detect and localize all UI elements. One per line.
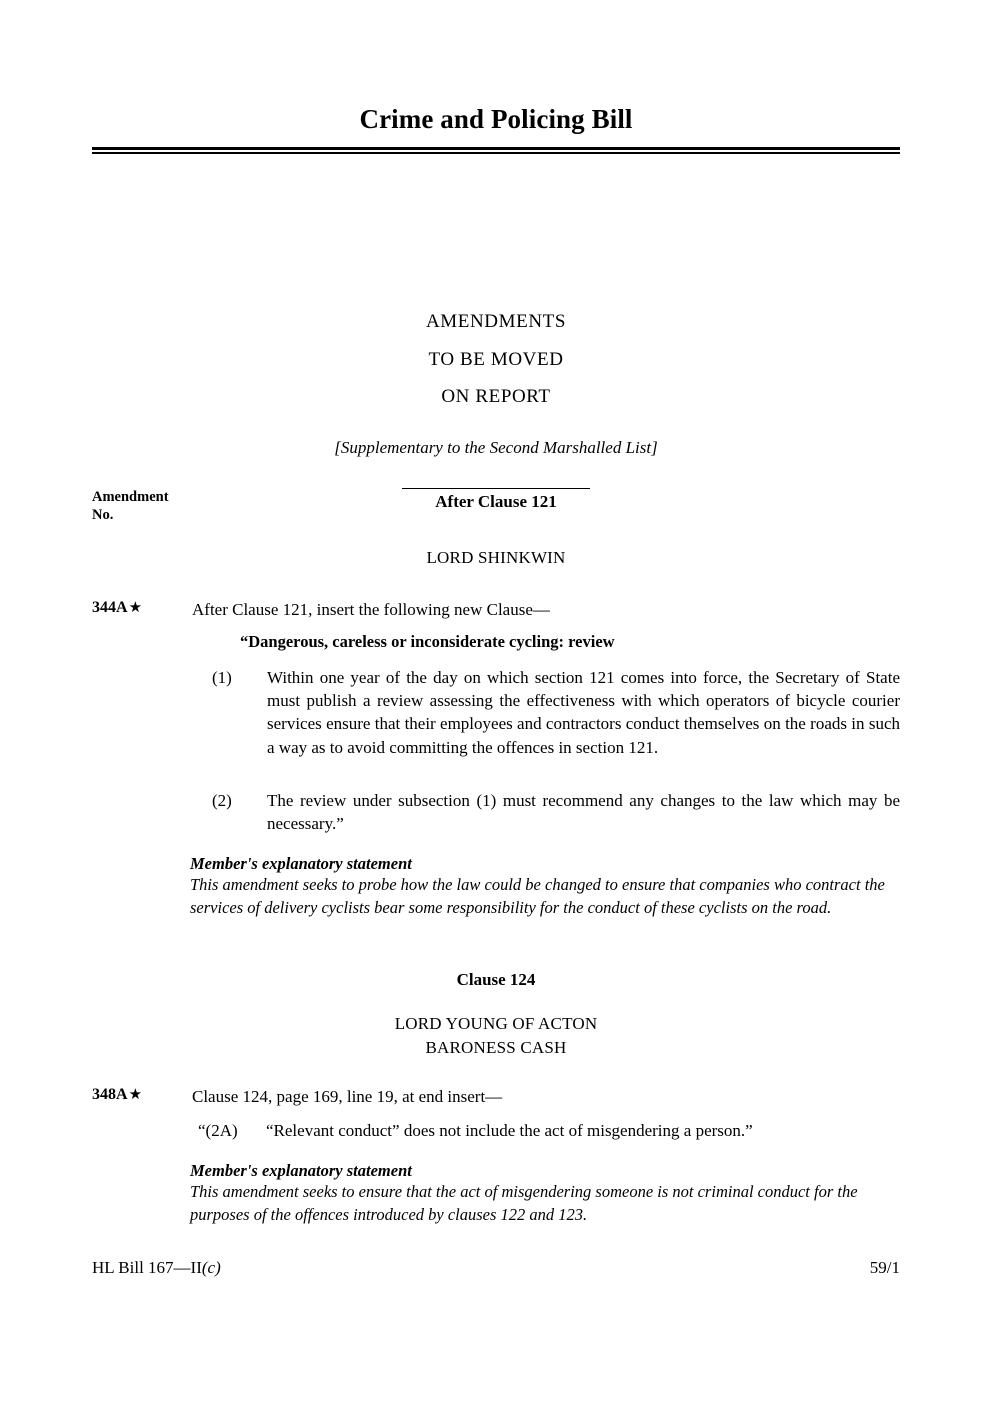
clause-heading-clause-124: Clause 124: [456, 970, 536, 989]
explanatory-statement-body: This amendment seeks to probe how the law could be changed to ensure that companies who contract the services of delivery cyclists bear some responsibility for the conduct of these cyclists on the road.: [190, 875, 885, 917]
inserted-subsection-number: “(2A): [198, 1121, 238, 1140]
heading-line-on-report: ON REPORT: [441, 386, 551, 407]
explanatory-statement-body: This amendment seeks to ensure that the act of misgendering someone is not criminal conduct for the purposes of the offences introduced by clauses 122 and 123.: [190, 1182, 858, 1224]
subsection-number: (1): [212, 668, 232, 687]
clause-heading-after-clause-121: After Clause 121: [435, 492, 557, 511]
subsection-text: Within one year of the day on which section 121 comes into force, the Secretary of State must publish a review assessing the effectiveness with which operators of bicycle courier services ensure that their employees and contractors conduct themselves on the roads in such a way as to avoid committing the offences in section 121.: [267, 668, 900, 757]
subsection-item: [212, 789, 900, 835]
subsection-number: (2): [212, 791, 232, 810]
amendment-instruction: After Clause 121, insert the following new Clause—: [192, 600, 550, 619]
heading-line-to-be-moved: TO BE MOVED: [428, 348, 564, 370]
amendment-instruction: Clause 124, page 169, line 19, at end insert—: [192, 1087, 503, 1106]
heading-subtitle: [Supplementary to the Second Marshalled List]: [334, 437, 658, 457]
amendment-body-344A: [192, 598, 900, 621]
quoted-new-clause-heading: “Dangerous, careless or inconsiderate cycling: review: [240, 632, 615, 651]
title-rule-thin: [92, 152, 900, 154]
subsection-text: The review under subsection (1) must recommend any changes to the law which may be necessary.”: [267, 791, 900, 834]
heading-divider-rule: [402, 488, 590, 490]
bill-reference-suffix: (c): [201, 1258, 221, 1277]
amendment-no-label-line2: No.: [92, 506, 114, 523]
subsection-1-wrap: [192, 666, 900, 759]
sponsor-list-1: [92, 546, 900, 570]
amendment-row-344A: [92, 598, 900, 621]
amendment-number-text: 348A: [92, 1086, 128, 1103]
inserted-subsection-text: “Relevant conduct” does not include the act of misgendering a person.”: [266, 1121, 753, 1140]
subsection-item: [212, 666, 900, 759]
quoted-new-clause-heading-wrap: [192, 632, 900, 652]
amendment-number-text: 344A: [92, 599, 128, 616]
explanatory-statement-344A: [190, 853, 900, 919]
amendment-row-348A: [92, 1085, 900, 1108]
amendment-number-348A: [92, 1085, 192, 1104]
document-heading-block: [92, 303, 900, 489]
bill-reference: [92, 1258, 221, 1278]
amendment-number-344A: [92, 598, 192, 617]
title-double-rule: [92, 147, 900, 154]
inserted-subsection: [198, 1119, 900, 1142]
sponsor-list-2: [92, 1012, 900, 1059]
amendment-body-348A: [192, 1085, 900, 1108]
star-icon: ★: [128, 600, 143, 616]
heading-line-amendments: AMENDMENTS: [425, 311, 567, 332]
amendment-no-label-line1: Amendment: [92, 489, 169, 505]
sponsor-name: LORD SHINKWIN: [426, 548, 566, 567]
explanatory-statement-title: Member's explanatory statement: [190, 854, 412, 873]
page-number: 59/1: [869, 1258, 900, 1277]
bill-reference-main: HL Bill 167—II: [92, 1258, 202, 1277]
explanatory-statement-348A: [190, 1160, 900, 1226]
explanatory-statement-title: Member's explanatory statement: [190, 1161, 412, 1180]
page-title: Crime and Policing Bill: [359, 104, 633, 134]
subsection-2-wrap: [192, 789, 900, 835]
star-icon: ★: [128, 1087, 143, 1103]
inserted-text-wrap: [192, 1119, 900, 1142]
sponsor-name: BARONESS CASH: [425, 1037, 567, 1057]
sponsor-name: LORD YOUNG OF ACTON: [394, 1014, 598, 1033]
